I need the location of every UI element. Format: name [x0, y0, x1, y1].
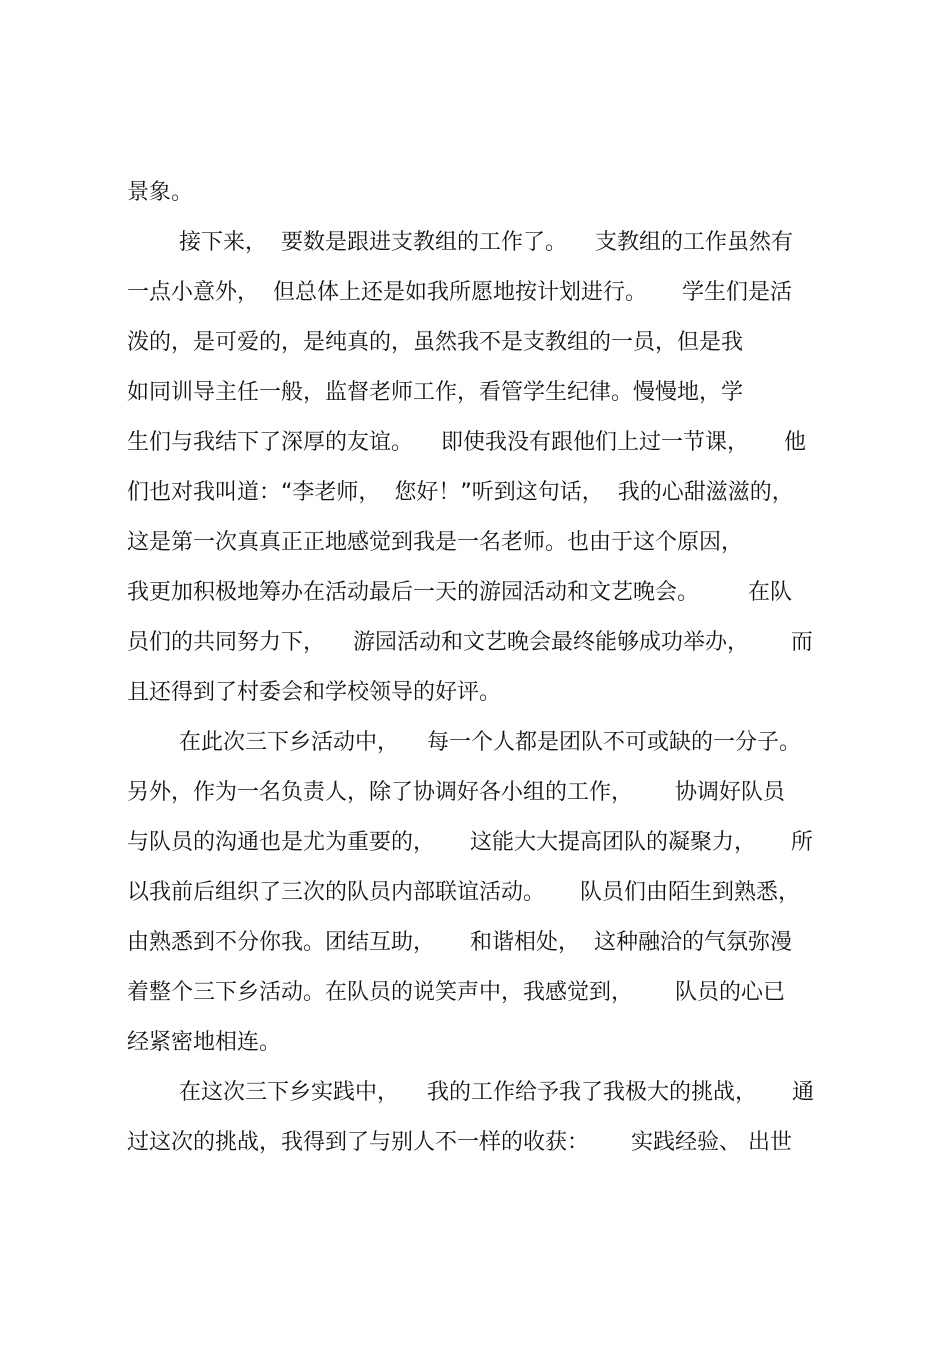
text-line: 景象。: [127, 180, 194, 205]
text-line: 另外，作为一名负责人，除了协调好各小组的工作， 协调好队员: [127, 780, 785, 805]
text-line: 们也对我叫道：“李老师， 您好！”听到这句话， 我的心甜滋滋的，: [127, 480, 794, 505]
text-line: 与队员的沟通也是尤为重要的， 这能大大提高团队的凝聚力， 所: [127, 830, 813, 855]
text-line: 泼的，是可爱的，是纯真的，虽然我不是支教组的一员，但是我: [127, 330, 744, 355]
text-line: 着整个三下乡活动。在队员的说笑声中，我感觉到， 队员的心已: [127, 980, 785, 1005]
text-line: 员们的共同努力下， 游园活动和文艺晚会最终能够成功举办， 而: [127, 630, 813, 655]
paragraph-first-line: 接下来， 要数是跟进支教组的工作了。 支教组的工作虽然有: [179, 230, 793, 255]
text-line: 如同训导主任一般，监督老师工作，看管学生纪律。慢慢地，学: [127, 380, 744, 405]
text-line: 我更加积极地筹办在活动最后一天的游园活动和文艺晚会。 在队: [127, 580, 792, 605]
text-line: 且还得到了村委会和学校领导的好评。: [127, 680, 502, 705]
paragraph-first-line: 在此次三下乡活动中， 每一个人都是团队不可或缺的一分子。: [179, 730, 801, 755]
text-line: 经紧密地相连。: [127, 1030, 282, 1055]
text-line: 一点小意外， 但总体上还是如我所愿地按计划进行。 学生们是活: [127, 280, 792, 305]
text-line: 以我前后组织了三次的队员内部联谊活动。 队员们由陌生到熟悉，: [127, 880, 800, 905]
text-line: 这是第一次真真正正地感觉到我是一名老师。也由于这个原因，: [127, 530, 744, 555]
text-line: 生们与我结下了深厚的友谊。 即使我没有跟他们上过一节课， 他: [127, 430, 806, 455]
text-line: 过这次的挑战，我得到了与别人不一样的收获： 实践经验、 出世: [127, 1130, 792, 1155]
paragraph-first-line: 在这次三下乡实践中， 我的工作给予我了我极大的挑战， 通: [179, 1080, 814, 1105]
text-line: 由熟悉到不分你我。团结互助， 和谐相处， 这种融洽的气氛弥漫: [127, 930, 792, 955]
